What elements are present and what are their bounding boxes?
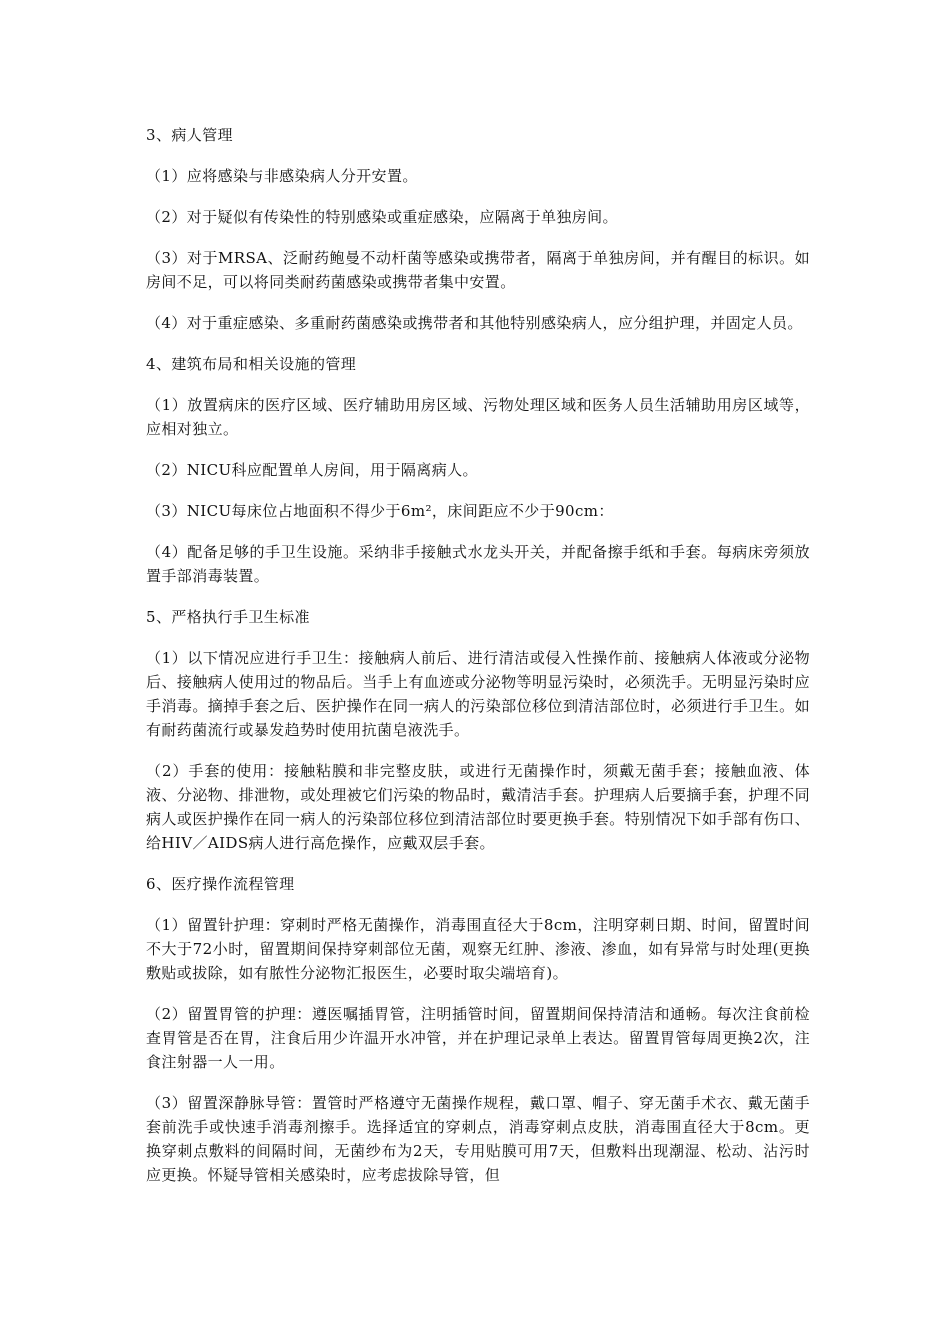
document-body bbox=[146, 123, 810, 1204]
paragraph: （2）NICU科应配置单人房间，用于隔离病人。 bbox=[146, 461, 478, 479]
paragraph: （3）NICU每床位占地面积不得少于6m²，床间距应不少于90cm： bbox=[146, 502, 614, 520]
section-heading: 3、病人管理 bbox=[146, 126, 233, 144]
section-heading: 5、严格执行手卫生标准 bbox=[146, 608, 310, 626]
paragraph: （4）对于重症感染、多重耐药菌感染或携带者和其他特别感染病人，应分组护理，并固定人员。 bbox=[146, 314, 803, 332]
section-heading: 6、医疗操作流程管理 bbox=[146, 875, 295, 893]
paragraph: （1）应将感染与非感染病人分开安置。 bbox=[146, 167, 418, 185]
paragraph: （1）放置病床的医疗区域、医疗辅助用房区域、污物处理区域和医务人员生活辅助用房区域等，应相对独立。 bbox=[146, 396, 810, 438]
paragraph: （3）对于MRSA、泛耐药鲍曼不动杆菌等感染或携带者，隔离于单独房间，并有醒目的标识。如房间不足，可以将同类耐药菌感染或携带者集中安置。 bbox=[146, 249, 810, 291]
paragraph: （2）留置胃管的护理：遵医嘱插胃管，注明插管时间，留置期间保持清洁和通畅。每次注食前检查胃管是否在胃，注食后用少许温开水冲管，并在护理记录单上表达。留置胃管每周更换2次，注食注射器一人一用。 bbox=[146, 1005, 810, 1071]
paragraph: （1）以下情况应进行手卫生：接触病人前后、进行清洁或侵入性操作前、接触病人体液或分泌物后、接触病人使用过的物品后。当手上有血迹或分泌物等明显污染时，必须洗手。无明显污染时应手消毒。摘掉手套之后、医护操作在同一病人的污染部位移位到清洁部位时，必须进行手卫生。如有耐药菌流行或暴发趋势时使用抗菌皂液洗手。 bbox=[146, 649, 810, 739]
paragraph: （2）手套的使用：接触粘膜和非完整皮肤，或进行无菌操作时，须戴无菌手套；接触血液、体液、分泌物、排泄物，或处理被它们污染的物品时，戴清洁手套。护理病人后要摘手套，护理不同病人或医护操作在同一病人的污染部位移位到清洁部位时要更换手套。特别情况下如手部有伤口、给HIV／AIDS病人进行高危操作，应戴双层手套。 bbox=[146, 762, 810, 852]
paragraph: （3）留置深静脉导管：置管时严格遵守无菌操作规程，戴口罩、帽子、穿无菌手术衣、戴无菌手套前洗手或快速手消毒剂擦手。选择适宜的穿刺点，消毒穿刺点皮肤，消毒围直径大于8cm。更换穿刺点敷料的间隔时间，无菌纱布为2天，专用贴膜可用7天，但敷料出现潮湿、松动、沾污时应更换。怀疑导管相关感染时，应考虑拔除导管，但 bbox=[146, 1094, 810, 1184]
section-heading: 4、建筑布局和相关设施的管理 bbox=[146, 355, 357, 373]
paragraph: （2）对于疑似有传染性的特别感染或重症感染，应隔离于单独房间。 bbox=[146, 208, 618, 226]
paragraph: （4）配备足够的手卫生设施。采纳非手接触式水龙头开关，并配备擦手纸和手套。每病床旁须放置手部消毒装置。 bbox=[146, 543, 810, 585]
paragraph: （1）留置针护理：穿刺时严格无菌操作，消毒围直径大于8cm，注明穿刺日期、时间，留置时间不大于72小时，留置期间保持穿刺部位无菌，观察无红肿、渗液、渗血，如有异常与时处理(更换敷贴或拔除，如有脓性分泌物汇报医生，必要时取尖端培育)。 bbox=[146, 916, 810, 982]
